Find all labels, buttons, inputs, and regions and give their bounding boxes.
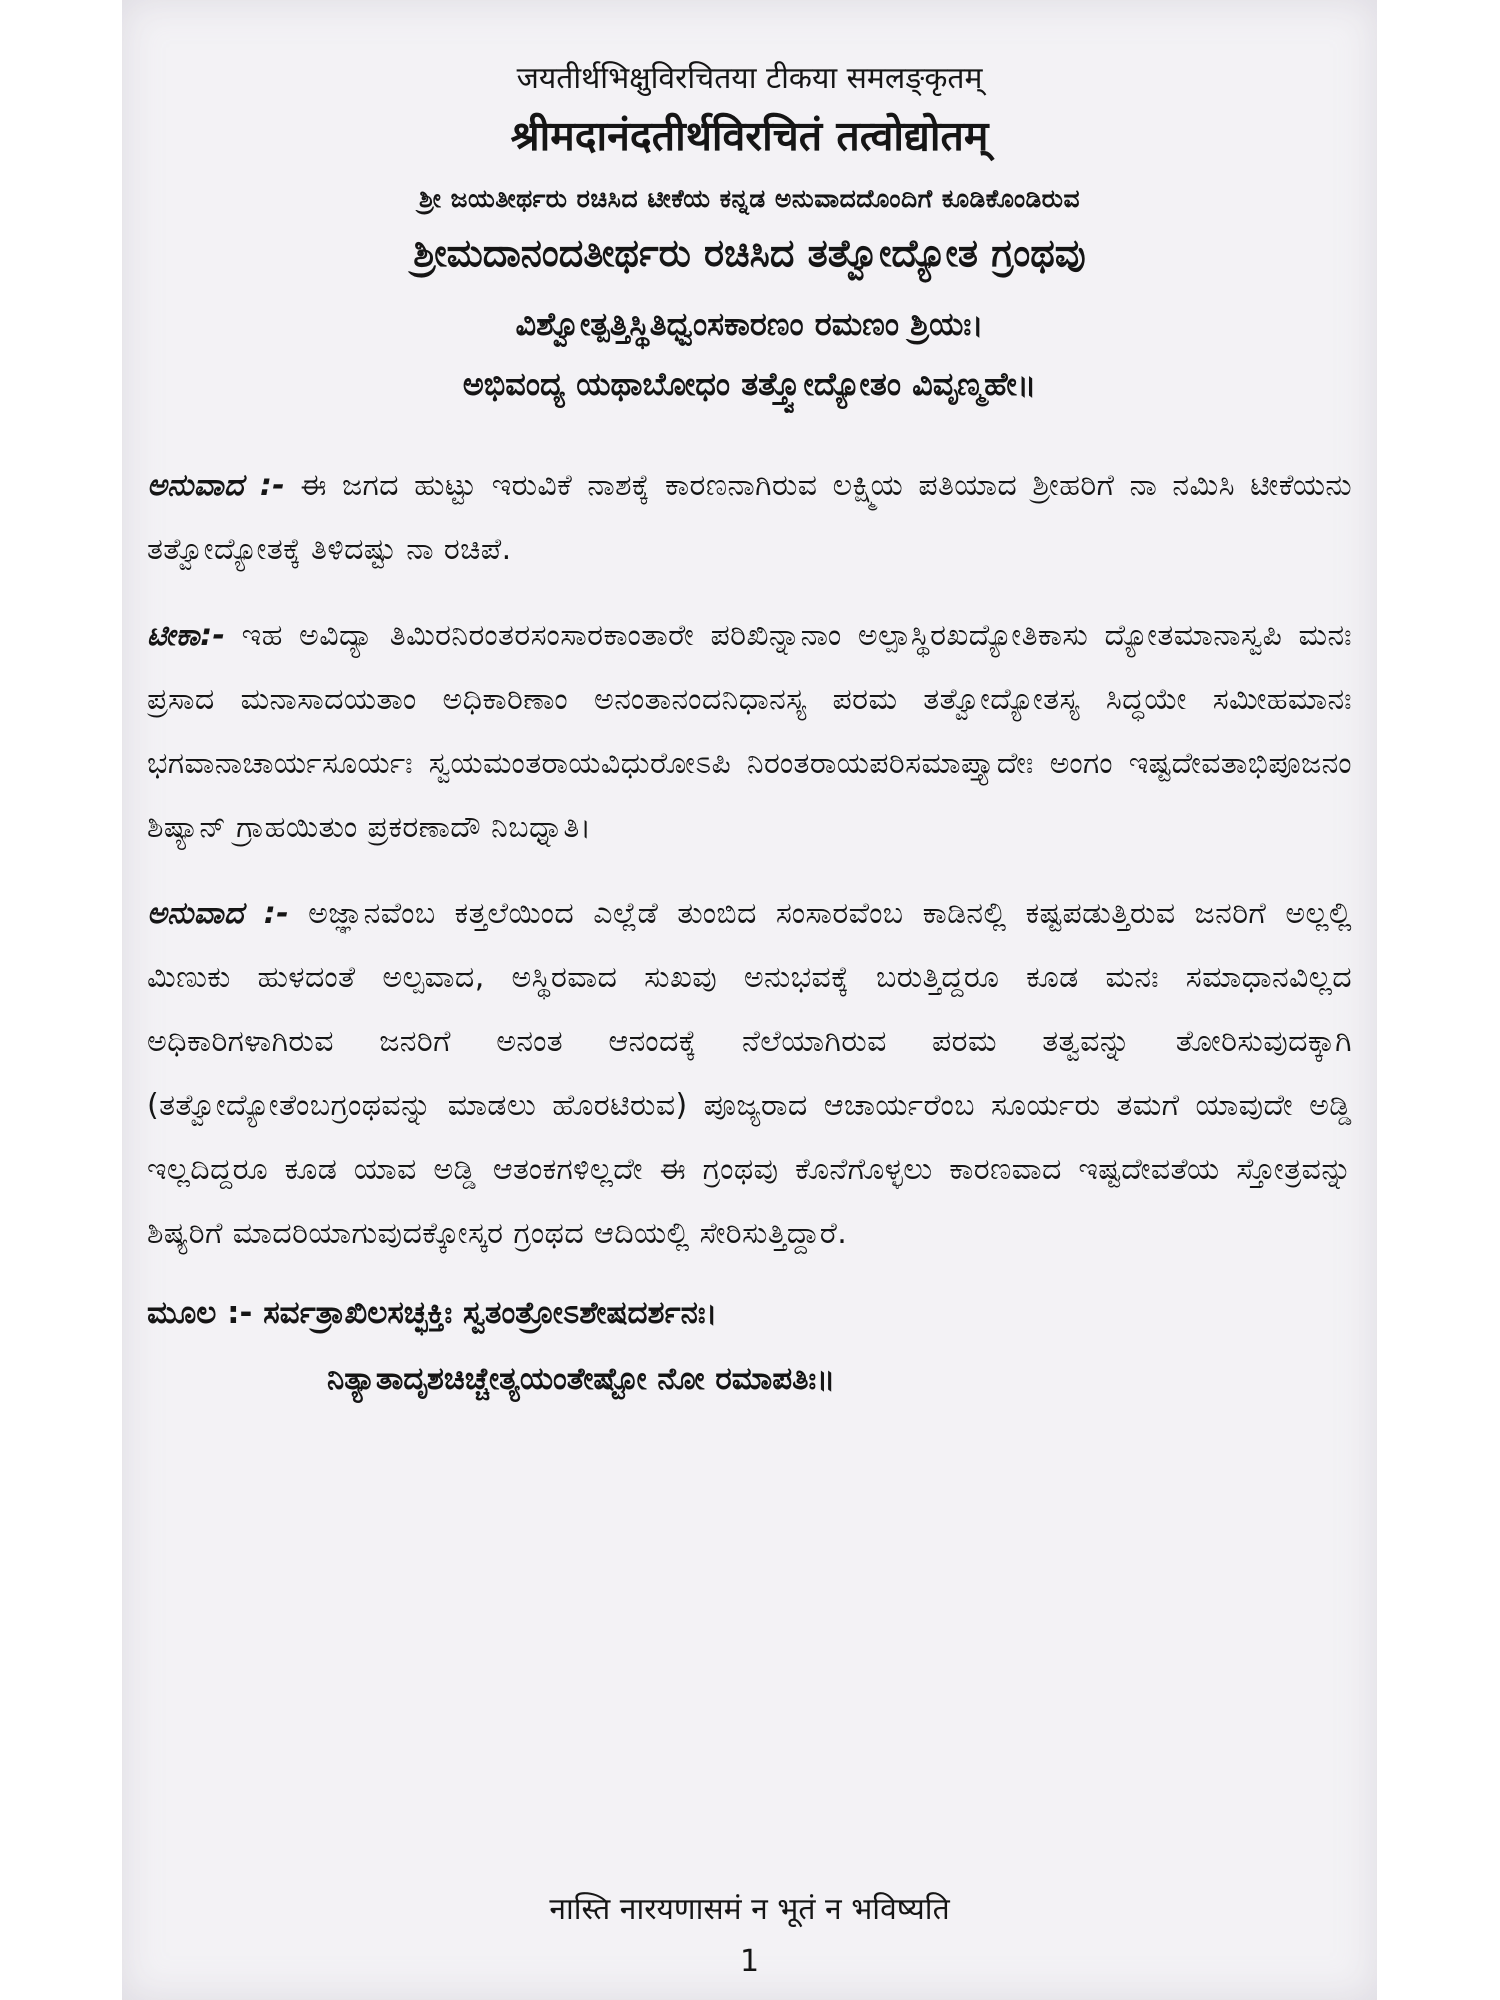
paragraph-text: ಅಜ್ಞಾನವೆಂಬ ಕತ್ತಲೆಯಿಂದ ಎಲ್ಲೆಡೆ ತುಂಬಿದ ಸಂಸಾರವೆಂಬ ಕಾಡಿನಲ್ಲಿ ಕಷ್ಟಪಡುತ್ತಿರುವ ಜನರಿಗೆ ಅಲ್ಲಲ್ಲಿ ಮಿಣುಕು ಹುಳದಂತೆ ಅಲ್ಪವಾದ, ಅಸ್ಥಿರವಾದ ಸುಖವು ಅನುಭವಕ್ಕೆ ಬರುತ್ತಿದ್ದರೂ ಕೂಡ ಮನಃ ಸಮಾಧಾನವಿಲ್ಲದ ಅಧಿಕಾರಿಗಳಾಗಿರುವ ಜನರಿಗೆ ಅನಂತ ಆನಂದಕ್ಕೆ ನೆಲೆಯಾಗಿರುವ ಪರಮ ತತ್ವವನ್ನು ತೋರಿಸುವುದಕ್ಕಾಗಿ (ತತ್ವೋದ್ಯೋತೆಂಬಗ್ರಂಥವನ್ನು ಮಾಡಲು ಹೊರಟಿರುವ) ಪೂಜ್ಯರಾದ ಆಚಾರ್ಯರೆಂಬ ಸೂರ್ಯರು ತಮಗೆ ಯಾವುದೇ ಅಡ್ಡಿ ಇಲ್ಲದಿದ್ದರೂ ಕೂಡ ಯಾವ ಅಡ್ಡಿ ಆತಂಕಗಳಿಲ್ಲದೇ ಈ ಗ್ರಂಥವು ಕೊನೆಗೊಳ್ಳಲು ಕಾರಣವಾದ ಇಷ್ಟದೇವತೆಯ ಸ್ತೋತ್ರವನ್ನು ಶಿಷ್ಯರಿಗೆ ಮಾದರಿಯಾಗುವುದಕ್ಕೋಸ್ಕರ ಗ್ರಂಥದ ಆದಿಯಲ್ಲಿ ಸೇರಿಸುತ್ತಿದ್ದಾರೆ. <box>147 896 1353 1251</box>
moola-text-1: ಸರ್ವತ್ರಾಖಿಲಸಚ್ಛಕ್ತಿಃ ಸ್ವತಂತ್ರೋಽಶೇಷದರ್ಶನಃ। <box>263 1295 718 1331</box>
paragraph-label: ಟೀಕಾ:- <box>147 618 226 653</box>
invocation-line-1: ವಿಶ್ವೋತ್ಪತ್ತಿಸ್ಥಿತಿಧ್ವಂಸಕಾರಣಂ ರಮಣಂ ಶ್ರಿಯಃ। <box>515 305 984 343</box>
page-content <box>147 60 1352 1412</box>
moola-verse <box>147 1280 1352 1412</box>
sanskrit-subtitle: जयतीर्थभिक्षुविरचितया टीकया समलङ्कृतम् <box>516 61 983 96</box>
invocation-line-2: ಅಭಿವಂದ್ಯ ಯಥಾಬೋಧಂ ತತ್ತ್ವೋದ್ಯೋತಂ ವಿವೃಣ್ಮಹೇ॥ <box>462 365 1037 403</box>
paragraph-text: ಈ ಜಗದ ಹುಟ್ಟು ಇರುವಿಕೆ ನಾಶಕ್ಕೆ ಕಾರಣನಾಗಿರುವ ಲಕ್ಷ್ಮಿಯ ಪತಿಯಾದ ಶ್ರೀಹರಿಗೆ ನಾ ನಮಿಸಿ ಟೀಕೆಯನು ತತ್ವೋದ್ಯೋತಕ್ಕೆ ತಿಳಿದಷ್ಟು ನಾ ರಚಿಪೆ. <box>147 468 1353 567</box>
paragraph-text: ಇಹ ಅವಿದ್ಯಾ ತಿಮಿರನಿರಂತರಸಂಸಾರಕಾಂತಾರೇ ಪರಿಖಿನ್ನಾನಾಂ ಅಲ್ಪಾಸ್ಥಿರಖದ್ಯೋತಿಕಾಸು ದ್ಯೋತಮಾನಾಸ್ವಪಿ ಮನಃ ಪ್ರಸಾದ ಮನಾಸಾದಯತಾಂ ಅಧಿಕಾರಿಣಾಂ ಅನಂತಾನಂದನಿಧಾನಸ್ಯ ಪರಮ ತತ್ವೋದ್ಯೋತಸ್ಯ ಸಿದ್ಧಯೇ ಸಮೀಹಮಾನಃ ಭಗವಾನಾಚಾರ್ಯಸೂರ್ಯಃ ಸ್ವಯಮಂತರಾಯವಿಧುರೋಽಪಿ ನಿರಂತರಾಯಪರಿಸಮಾಪ್ತ್ಯಾದೇಃ ಅಂಗಂ ಇಷ್ಟದೇವತಾಭಿಪೂಜನಂ ಶಿಷ್ಯಾನ್ ಗ್ರಾಹಯಿತುಂ ಪ್ರಕರಣಾದೌ ನಿಬಧ್ನಾತಿ। <box>147 618 1353 845</box>
moola-label: ಮೂಲ :- <box>147 1295 253 1331</box>
paragraph-label: ಅನುವಾದ :- <box>147 468 286 503</box>
footer-verse: नास्ति नारयणासमं न भूतं न भविष्यति <box>549 1892 950 1927</box>
commentary-paragraph <box>147 604 1352 860</box>
kannada-subtitle: ಶ್ರೀ ಜಯತೀರ್ಥರು ರಚಿಸಿದ ಟೀಕೆಯ ಕನ್ನಡ ಅನುವಾದದೊಂದಿಗೆ ಕೂಡಿಕೊಂಡಿರುವ <box>418 184 1081 213</box>
page-number: 1 <box>739 1944 760 1979</box>
invocation-verse <box>147 294 1352 414</box>
paragraph-label: ಅನುವಾದ :- <box>147 896 290 931</box>
translation-paragraph-1 <box>147 454 1352 582</box>
book-page <box>122 0 1377 2000</box>
sanskrit-title: श्रीमदानंदतीर्थविरचितं तत्वोद्योतम् <box>510 112 989 160</box>
moola-line-1 <box>147 1280 1352 1346</box>
moola-line-2: ನಿತ್ಯಾತಾದೃಶಚಿಚ್ಚೇತ್ಯಯಂತೇಷ್ಟೋ ನೋ ರಮಾಪತಿಃ॥ <box>327 1361 836 1397</box>
kannada-title: ಶ್ರೀಮದಾನಂದತೀರ್ಥರು ರಚಿಸಿದ ತತ್ವೋದ್ಯೋತ ಗ್ರಂಥವು <box>413 231 1086 275</box>
translation-paragraph-2 <box>147 882 1352 1266</box>
